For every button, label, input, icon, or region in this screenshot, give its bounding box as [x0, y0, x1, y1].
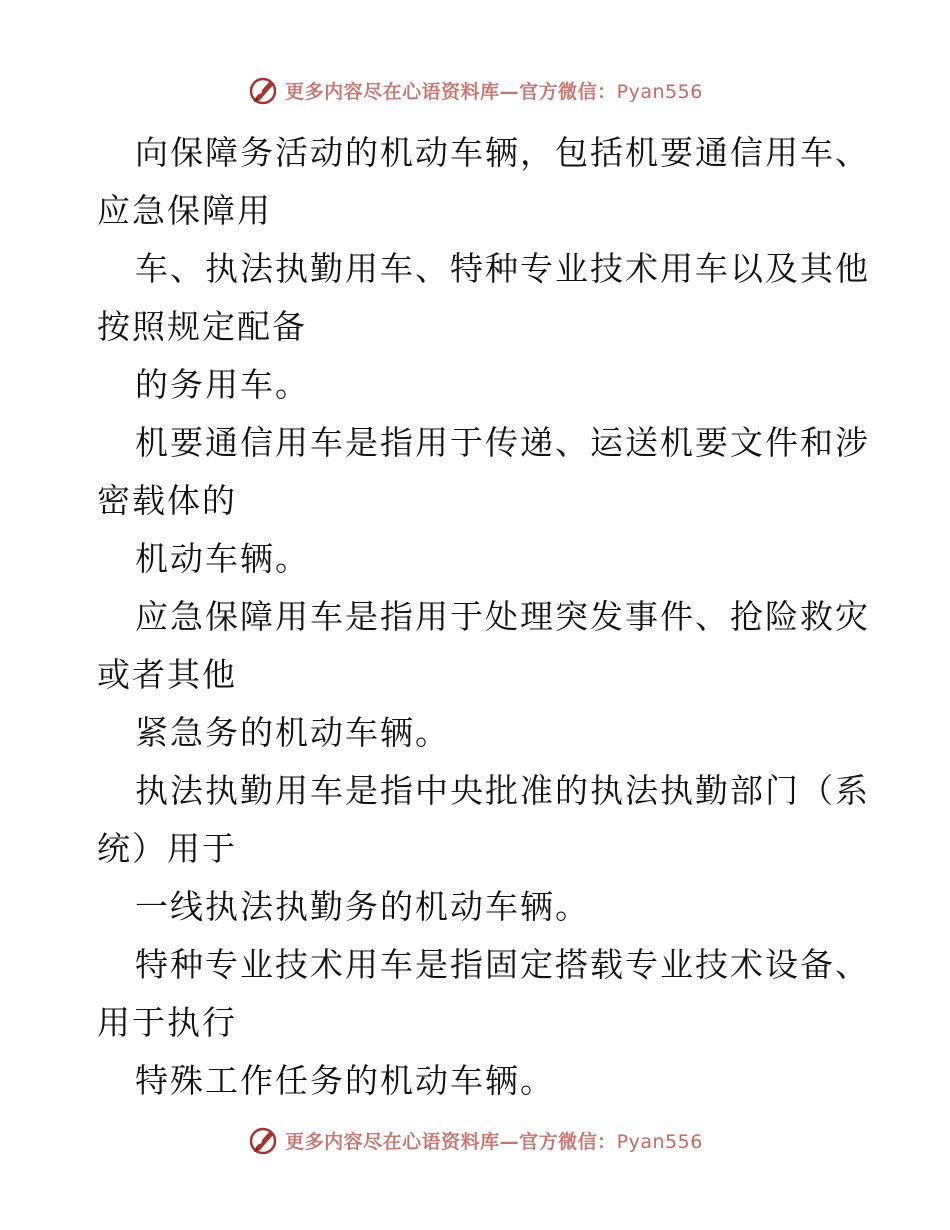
- body-line: 向保障务活动的机动车辆，包括机要通信用车、: [135, 133, 870, 172]
- body-line: 机要通信用车是指用于传递、运送机要文件和涉: [135, 423, 870, 462]
- body-line: 密载体的: [97, 481, 237, 520]
- footer-banner-handle: Pyan556: [616, 1130, 703, 1153]
- body-line: 机动车辆。: [135, 539, 310, 578]
- body-line: 紧急务的机动车辆。: [135, 713, 450, 752]
- footer-banner-text: 更多内容尽在心语资料库—官方微信：Pyan556: [285, 1130, 703, 1153]
- pen-logo-icon: [247, 74, 279, 106]
- header-banner: [0, 70, 950, 110]
- body-line: 用于执行: [97, 1003, 237, 1042]
- header-banner-handle: Pyan556: [616, 80, 703, 103]
- body-line: 按照规定配备: [97, 307, 307, 346]
- pen-logo-icon: [247, 1124, 279, 1156]
- body-line: 应急保障用: [97, 191, 272, 230]
- body-line: 或者其他: [97, 655, 237, 694]
- body-line: 一线执法执勤务的机动车辆。: [135, 887, 590, 926]
- body-line: 的务用车。: [135, 365, 310, 404]
- document-body: [97, 124, 870, 1110]
- body-line: 特殊工作任务的机动车辆。: [135, 1061, 555, 1100]
- body-line: 统）用于: [97, 829, 237, 868]
- body-line: 执法执勤用车是指中央批准的执法执勤部门（系: [135, 771, 870, 810]
- header-banner-text: 更多内容尽在心语资料库—官方微信：Pyan556: [285, 80, 703, 103]
- body-line: 车、执法执勤用车、特种专业技术用车以及其他: [135, 249, 870, 288]
- body-line: 特种专业技术用车是指固定搭载专业技术设备、: [135, 945, 870, 984]
- footer-banner: [0, 1120, 950, 1160]
- body-line: 应急保障用车是指用于处理突发事件、抢险救灾: [135, 597, 870, 636]
